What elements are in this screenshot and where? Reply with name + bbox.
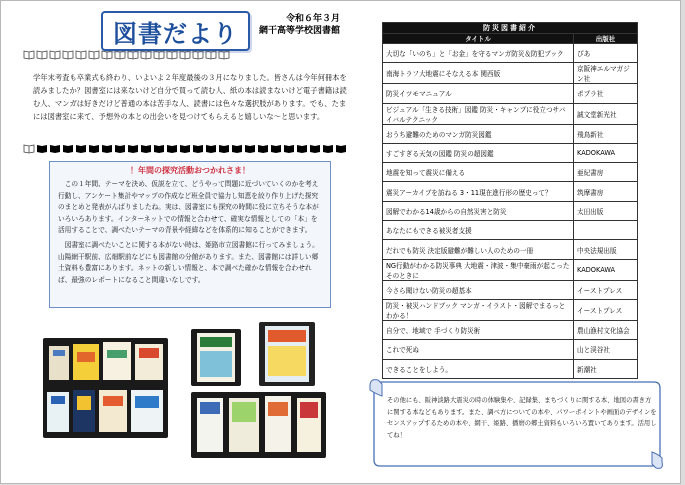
row-title: 防災イツモマニュアル <box>383 84 574 103</box>
book-photo-4 <box>191 392 326 458</box>
report-box <box>49 161 331 308</box>
row-title: 今さら聞けない防災の超基本 <box>383 280 574 299</box>
row-publisher: 農山漁村文化協会 <box>574 320 638 339</box>
row-publisher: KADOKAWA <box>574 143 638 162</box>
issue-info <box>259 13 340 37</box>
report-paragraph-1: この１年間、テーマを決め、仮説を立て、どうやって問題に近づいていくのかを考え行動し、アンケート集計やマップの作成など班全員で協力し知恵を絞り作り上げた探究のまとめと発表がんばりましたね。実は、図書室にも探究の時間に役に立ちそうな本がいろいろあります。インターネットでの情報と合わせて、確実な情報としての「本」を活用することで、調べたいテーマの背景や経緯などを体系的に知ることができます。 <box>58 180 319 235</box>
table-row <box>383 182 638 201</box>
scroll-note-text: その他にも、阪神淡路大震災の時の体験集や、記録集、まちづくりに関する本、地図の書き方に関する本などもあります。また、調べ方についての本や、パワーポイントや画面のデザインをセンスアップするための本や、網干、姫路、播磨の郷土資料もいろいろ置いてあります。活用してね！ <box>387 397 657 439</box>
row-publisher: イーストプレス <box>574 299 638 320</box>
table-row <box>383 299 638 320</box>
row-publisher: イーストプレス <box>574 280 638 299</box>
table-title: 防災図書紹介 <box>383 23 638 34</box>
newsletter-title: 図書だより <box>113 19 238 48</box>
row-title: できることをしよう。 <box>383 359 574 378</box>
row-title: 大切な「いのち」と「お金」を守るマンガ防災＆防犯ブック <box>383 44 574 63</box>
row-publisher: 筑摩書房 <box>574 182 638 201</box>
row-title: ビジュアル「生きる技術」図鑑 防災・キャンプに役立つサバイバルテクニック <box>383 103 574 124</box>
row-publisher <box>574 221 638 240</box>
table-row <box>383 320 638 339</box>
table-row <box>383 221 638 240</box>
row-title: すごすぎる天気の図鑑 防災の超図鑑 <box>383 143 574 162</box>
table-row <box>383 103 638 124</box>
issue-date: 令和６年３月 <box>286 14 341 24</box>
book-photo-2 <box>191 329 241 386</box>
row-publisher: 太田出版 <box>574 201 638 220</box>
table-row <box>383 280 638 299</box>
table-row <box>383 201 638 220</box>
table-row <box>383 240 638 259</box>
table-row <box>383 259 638 280</box>
table-row <box>383 124 638 143</box>
report-heading: ！年間の探究活動おつかれさま！ <box>130 166 250 175</box>
row-title: 図解でわかる14歳からの自然災害と防災 <box>383 201 574 220</box>
col-header-publisher: 出版社 <box>574 34 638 44</box>
row-title: これで死ぬ <box>383 340 574 359</box>
report-paragraph-2: 図書室に調べたいことに関する本がない時は、姫路市立図書館に行ってみましょう。山陽網干駅前、広畑駅前などにも図書館の分館があります。また、図書館には詳しい郷土資料も豊富にあります。ネットの新しい情報と、本で調べた確かな情報を合わせれば、最強のレポートになること間違いなしです。 <box>58 240 319 284</box>
table-row <box>383 163 638 182</box>
table-row <box>383 143 638 162</box>
row-publisher: 中央法規出版 <box>574 240 638 259</box>
disaster-books-table <box>382 22 638 379</box>
book-photo-3 <box>259 322 315 386</box>
row-title: 南海トラフ大地震にそなえる本 関西版 <box>383 63 574 84</box>
row-publisher: 新潮社 <box>574 359 638 378</box>
row-title: 地震を知って震災に備える <box>383 163 574 182</box>
row-publisher: 亜紀書房 <box>574 163 638 182</box>
row-publisher: ポプラ社 <box>574 84 638 103</box>
row-title: 防災・被災ハンドブック マンガ・イラスト・図解でまるっとわかる！ <box>383 299 574 320</box>
row-title: おうち避難のためのマンガ防災図鑑 <box>383 124 574 143</box>
book-icon-row-top <box>23 49 363 61</box>
row-title: 震災アーカイブを訪ねる 3・11現在進行形の歴史って？ <box>383 182 574 201</box>
table-row <box>383 84 638 103</box>
intro-text: 学年末考査も卒業式も終わり、いよいよ２年度最後の３月になりました。皆さんは今年何冊本を読みましたか？図書室には来ないけど自分で買って読む人、紙の本は読まないけど電子書籍は読む人、マンガは好きだけど普通の本は苦手な人、読書には色々な選択肢があります。でも、たまには図書室に来て、予想外の本との出会いを見つけてもらえると嬉しいな〜と思います。 <box>33 73 347 121</box>
row-publisher: KADOKAWA <box>574 259 638 280</box>
table-row <box>383 340 638 359</box>
col-header-title: タイトル <box>383 34 574 44</box>
row-title: NG行動がわかる防災事典 大地震・津波・集中豪雨が起こったそのときに <box>383 259 574 280</box>
row-publisher: 山と渓谷社 <box>574 340 638 359</box>
row-title: あなたにもできる被災者支援 <box>383 221 574 240</box>
row-title: 自分で、地域で 手づくり防災術 <box>383 320 574 339</box>
table-row <box>383 63 638 84</box>
book-icon-row-bottom <box>23 143 363 155</box>
row-publisher: 京阪神エルマガジン社 <box>574 63 638 84</box>
book-photo-1 <box>43 338 168 438</box>
table-row <box>383 44 638 63</box>
issue-library: 網干高等学校図書館 <box>259 26 341 36</box>
newsletter-title-box <box>101 11 250 51</box>
row-title: だれでも防災 決定版避難が難しい人のための一冊 <box>383 240 574 259</box>
row-publisher: ぴあ <box>574 44 638 63</box>
row-publisher: 誠文堂新光社 <box>574 103 638 124</box>
row-publisher: 飛鳥新社 <box>574 124 638 143</box>
